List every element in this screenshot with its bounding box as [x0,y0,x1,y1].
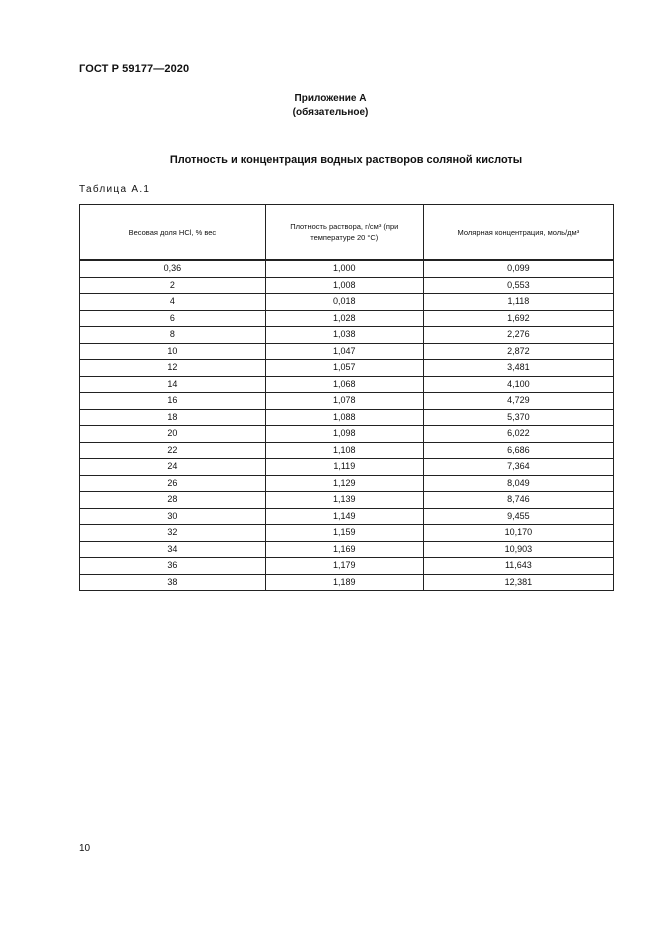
cell-molar-concentration: 3,481 [423,360,613,377]
cell-mass-fraction: 26 [80,475,266,492]
cell-molar-concentration: 12,381 [423,574,613,591]
cell-density: 1,169 [265,541,423,558]
cell-mass-fraction: 12 [80,360,266,377]
table-row [80,525,614,542]
document-code: ГОСТ Р 59177—2020 [79,63,190,75]
cell-molar-concentration: 9,455 [423,508,613,525]
cell-mass-fraction: 30 [80,508,266,525]
cell-density: 1,078 [265,393,423,410]
cell-density: 1,038 [265,327,423,344]
cell-molar-concentration: 11,643 [423,558,613,575]
cell-molar-concentration: 4,100 [423,376,613,393]
cell-molar-concentration: 7,364 [423,459,613,476]
cell-density: 1,008 [265,277,423,294]
cell-mass-fraction: 28 [80,492,266,509]
cell-mass-fraction: 6 [80,310,266,327]
header-molar-concentration: Молярная концентрация, моль/дм³ [423,205,613,261]
table-row [80,558,614,575]
cell-density: 1,179 [265,558,423,575]
cell-molar-concentration: 8,049 [423,475,613,492]
table-row [80,409,614,426]
table-row [80,294,614,311]
table-row [80,508,614,525]
cell-mass-fraction: 36 [80,558,266,575]
cell-molar-concentration: 6,022 [423,426,613,443]
cell-density: 1,119 [265,459,423,476]
table-row [80,475,614,492]
table-row [80,260,614,277]
cell-mass-fraction: 14 [80,376,266,393]
cell-molar-concentration: 6,686 [423,442,613,459]
cell-density: 1,159 [265,525,423,542]
cell-density: 1,088 [265,409,423,426]
cell-density: 1,068 [265,376,423,393]
table-row [80,442,614,459]
cell-molar-concentration: 5,370 [423,409,613,426]
cell-molar-concentration: 1,118 [423,294,613,311]
cell-mass-fraction: 34 [80,541,266,558]
annex-title: Приложение А [294,93,367,104]
cell-density: 0,018 [265,294,423,311]
cell-mass-fraction: 10 [80,343,266,360]
cell-mass-fraction: 0,36 [80,260,266,277]
cell-density: 1,047 [265,343,423,360]
cell-molar-concentration: 1,692 [423,310,613,327]
cell-density: 1,129 [265,475,423,492]
table-row [80,393,614,410]
table-row [80,426,614,443]
cell-molar-concentration: 2,872 [423,343,613,360]
cell-mass-fraction: 24 [80,459,266,476]
cell-mass-fraction: 18 [80,409,266,426]
cell-mass-fraction: 32 [80,525,266,542]
cell-mass-fraction: 16 [80,393,266,410]
table-row [80,310,614,327]
header-density: Плотность раствора, г/см³ (при температуре 20 °С) [265,205,423,261]
cell-molar-concentration: 8,746 [423,492,613,509]
cell-molar-concentration: 2,276 [423,327,613,344]
cell-density: 1,028 [265,310,423,327]
data-table [79,204,614,591]
cell-density: 1,108 [265,442,423,459]
cell-density: 1,000 [265,260,423,277]
header-mass-fraction: Весовая доля HCl, % вес [80,205,266,261]
annex-status: (обязательное) [292,107,369,118]
section-title: Плотность и концентрация водных растворов соляной кислоты [169,154,523,166]
cell-mass-fraction: 20 [80,426,266,443]
table-row [80,360,614,377]
cell-molar-concentration: 10,170 [423,525,613,542]
cell-molar-concentration: 0,099 [423,260,613,277]
table-row [80,327,614,344]
cell-mass-fraction: 4 [80,294,266,311]
cell-density: 1,189 [265,574,423,591]
cell-molar-concentration: 0,553 [423,277,613,294]
table-caption: Таблица А.1 [79,184,151,195]
table-header-row [80,205,614,261]
cell-density: 1,139 [265,492,423,509]
table-row [80,541,614,558]
table-body [80,260,614,591]
cell-density: 1,098 [265,426,423,443]
table-row [80,459,614,476]
cell-mass-fraction: 22 [80,442,266,459]
cell-density: 1,057 [265,360,423,377]
table-row [80,277,614,294]
table-row [80,492,614,509]
cell-mass-fraction: 8 [80,327,266,344]
cell-mass-fraction: 38 [80,574,266,591]
cell-mass-fraction: 2 [80,277,266,294]
cell-molar-concentration: 4,729 [423,393,613,410]
table-row [80,376,614,393]
table-row [80,574,614,591]
cell-density: 1,149 [265,508,423,525]
table-row [80,343,614,360]
cell-molar-concentration: 10,903 [423,541,613,558]
page-number: 10 [79,843,91,854]
